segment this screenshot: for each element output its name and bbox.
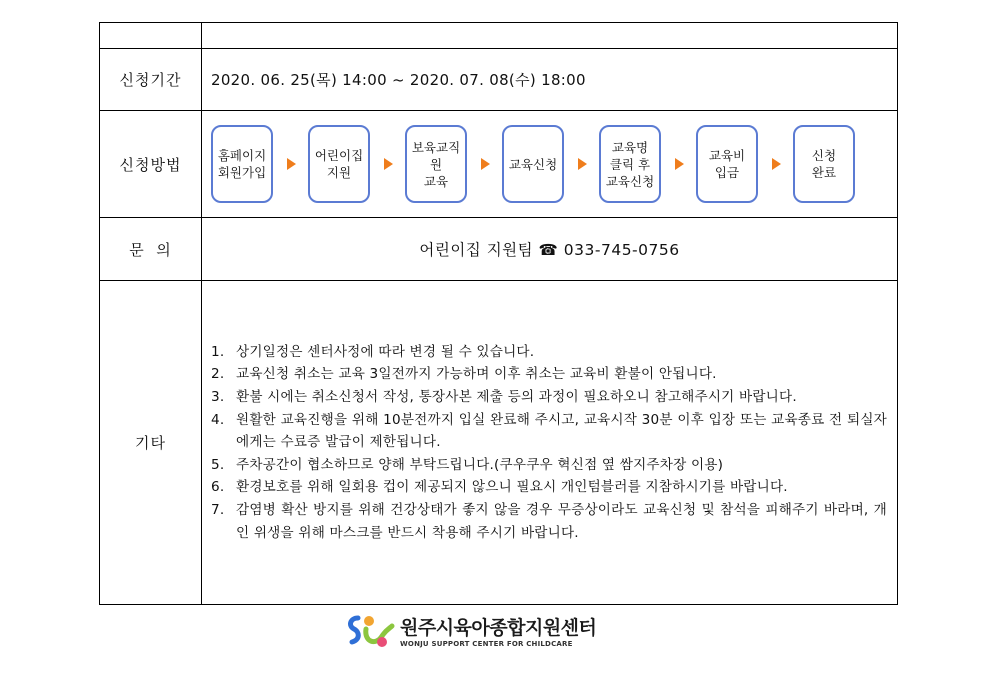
note-number: 7. — [211, 501, 225, 518]
logo-english-name: WONJU SUPPORT CENTER FOR CHILDCARE — [400, 640, 573, 648]
list-item — [202, 409, 887, 454]
note-number: 1. — [211, 343, 225, 360]
application-flow — [202, 125, 897, 203]
period-value: 2020. 06. 25(목) 14:00 ~ 2020. 07. 08(수) 18:00 — [202, 49, 898, 111]
step-payment — [696, 125, 758, 203]
logo-text — [400, 617, 596, 649]
note-text: 주차공간이 협소하므로 양해 부탁드립니다.(쿠우쿠우 혁신점 옆 쌈지주차장 이용) — [236, 456, 724, 473]
step-text: 클릭 후 — [609, 156, 651, 172]
inquiry-label: 문 의 — [100, 218, 202, 281]
step-text: 완료 — [811, 165, 837, 180]
step-daycare-support — [308, 125, 370, 203]
empty-header-value — [202, 23, 898, 49]
notes-list — [202, 341, 897, 544]
empty-header-cell — [100, 23, 202, 49]
step-complete — [793, 125, 855, 203]
arrow-right-icon — [675, 158, 684, 170]
step-text: 보육교직원 — [411, 139, 461, 172]
list-item — [202, 386, 887, 409]
step-signup — [211, 125, 273, 203]
note-text: 상기일정은 센터사정에 따라 변경 될 수 있습니다. — [236, 343, 535, 360]
step-text: 홈페이지 — [217, 148, 267, 163]
method-flow-cell — [202, 111, 898, 218]
step-text: 교육신청 — [508, 156, 558, 172]
arrow-right-icon — [578, 158, 587, 170]
notes-cell — [202, 281, 898, 605]
note-text: 환경보호를 위해 일회용 컵이 제공되지 않으니 필요시 개인텀블러를 지참하시기를 바랍니다. — [236, 479, 788, 496]
step-text: 지원 — [326, 165, 352, 180]
note-text: 원활한 교육진행을 위해 10분전까지 입실 완료해 주시고, 교육시작 30분 이후 입장 또는 교육종료 전 퇴실자에게는 수료증 발급이 제한됩니다. — [236, 411, 887, 451]
period-row — [100, 49, 898, 111]
inquiry-value: 어린이집 지원팀 ☎ 033-745-0756 — [202, 218, 898, 281]
list-item — [202, 499, 887, 544]
info-table — [99, 22, 898, 605]
method-row — [100, 111, 898, 218]
note-text: 교육신청 취소는 교육 3일전까지 가능하며 이후 취소는 교육비 환불이 안됩니다. — [236, 366, 717, 383]
note-text: 환불 시에는 취소신청서 작성, 통장사본 제출 등의 과정이 필요하오니 참고해주시기 바랍니다. — [236, 389, 797, 406]
list-item — [202, 476, 887, 499]
list-item — [202, 341, 887, 364]
step-text: 교육명 — [611, 139, 649, 155]
note-number: 3. — [211, 389, 225, 406]
method-label: 신청방법 — [100, 111, 202, 218]
header-row — [100, 23, 898, 49]
step-education-apply — [502, 125, 564, 203]
note-number: 6. — [211, 479, 225, 496]
note-text: 감염병 확산 방지를 위해 건강상태가 좋지 않을 경우 무증상이라도 교육신청 및 참석을 피해주기 바라며, 개인 위생을 위해 마스크를 반드시 착용해 주시기 바랍니다. — [236, 501, 887, 541]
step-text: 신청 — [811, 148, 837, 163]
etc-row — [100, 281, 898, 605]
center-logo-icon — [344, 612, 396, 654]
note-number: 2. — [211, 366, 225, 383]
list-item — [202, 363, 887, 386]
arrow-right-icon — [772, 158, 781, 170]
step-text: 교육비 — [708, 148, 746, 163]
step-course-click — [599, 125, 661, 203]
period-label: 신청기간 — [100, 49, 202, 111]
step-text: 교육 — [423, 173, 449, 189]
logo-korean-name: 원주시육아종합지원센터 — [400, 617, 597, 639]
list-item — [202, 454, 887, 477]
step-text: 회원가입 — [217, 165, 267, 180]
step-text: 교육신청 — [605, 173, 655, 189]
step-staff-education — [405, 125, 467, 203]
note-number: 4. — [211, 411, 225, 428]
center-logo — [344, 612, 596, 654]
etc-label: 기타 — [100, 281, 202, 605]
step-text: 입금 — [714, 165, 740, 180]
arrow-right-icon — [384, 158, 393, 170]
arrow-right-icon — [481, 158, 490, 170]
step-text: 어린이집 — [314, 148, 364, 163]
note-number: 5. — [211, 456, 225, 473]
arrow-right-icon — [287, 158, 296, 170]
inquiry-row — [100, 218, 898, 281]
